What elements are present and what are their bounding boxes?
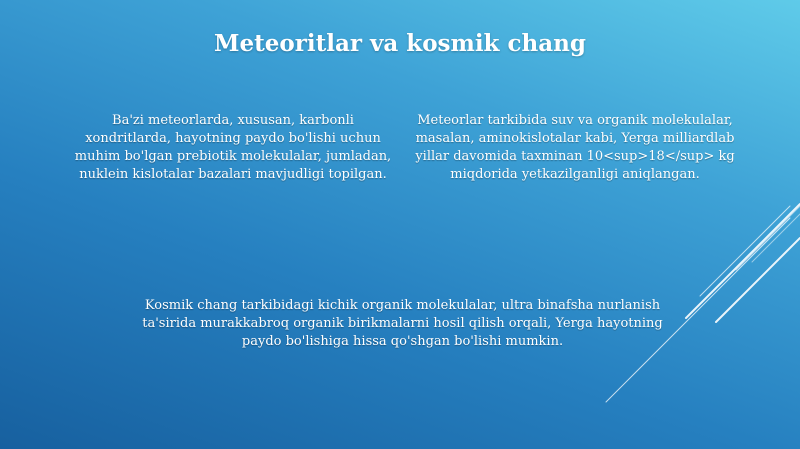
decorative-line	[700, 206, 790, 296]
decorative-line	[716, 238, 800, 322]
slide-title: Meteoritlar va kosmik chang	[214, 30, 586, 57]
decorative-line	[752, 214, 800, 262]
right-text-block: Meteorlar tarkibida suv va organik molekulalar, masalan, aminokislotalar kabi, Yerga milliardlab yillar davomida taxminan 10<sup>18</sup> kg miqdorida yetkazilganligi aniqlangan.	[415, 113, 735, 182]
bottom-text-block: Kosmik chang tarkibidagi kichik organik molekulalar, ultra binafsha nurlanish ta'sirida murakkabroq organik birikmalarni hosil qilish orqali, Yerga hayotning paydo bo'lishiga hissa qo'shgan bo'lishi mumkin.	[142, 298, 663, 349]
decorative-line	[686, 204, 800, 318]
left-text-block: Ba'zi meteorlarda, xususan, karbonli xondritlarda, hayotning paydo bo'lishi uchun muhim bo'lgan prebiotik molekulalar, jumladan, nuklein kislotalar bazalari mavjudligi topilgan.	[74, 113, 392, 182]
decorative-line	[736, 206, 800, 270]
